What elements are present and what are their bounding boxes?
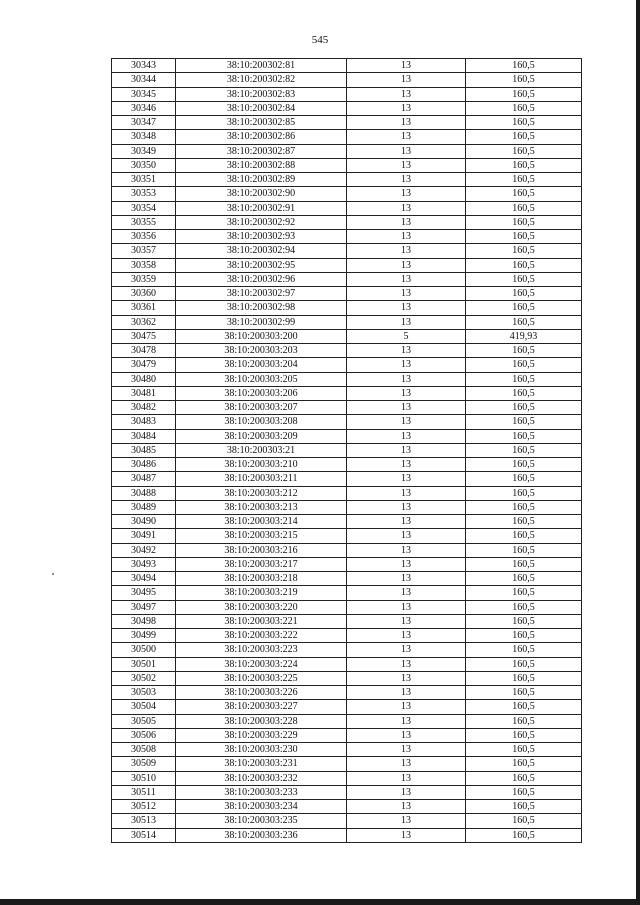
table-row: [112, 358, 582, 372]
table-row: [112, 415, 582, 429]
value-cell: 160,5: [466, 401, 582, 415]
cadastral-number-cell: 38:10:200303:21: [176, 443, 347, 457]
table-row: [112, 315, 582, 329]
table-row: [112, 130, 582, 144]
cadastral-number-cell: 38:10:200303:218: [176, 572, 347, 586]
cadastral-number-cell: 38:10:200302:84: [176, 101, 347, 115]
row-number-cell: 30495: [112, 586, 176, 600]
value-cell: 160,5: [466, 714, 582, 728]
value-cell: 160,5: [466, 657, 582, 671]
count-cell: 13: [347, 401, 466, 415]
count-cell: 5: [347, 329, 466, 343]
row-number-cell: 30512: [112, 800, 176, 814]
count-cell: 13: [347, 116, 466, 130]
value-cell: 160,5: [466, 358, 582, 372]
cadastral-number-cell: 38:10:200303:204: [176, 358, 347, 372]
cadastral-number-cell: 38:10:200303:233: [176, 785, 347, 799]
table-row: [112, 686, 582, 700]
table-row: [112, 529, 582, 543]
table-row: [112, 287, 582, 301]
cadastral-number-cell: 38:10:200303:212: [176, 486, 347, 500]
value-cell: 160,5: [466, 215, 582, 229]
table-row: [112, 329, 582, 343]
table-row: [112, 73, 582, 87]
table-row: [112, 728, 582, 742]
count-cell: 13: [347, 244, 466, 258]
row-number-cell: 30346: [112, 101, 176, 115]
table-row: [112, 557, 582, 571]
table-row: [112, 700, 582, 714]
count-cell: 13: [347, 372, 466, 386]
table-row: [112, 386, 582, 400]
value-cell: 160,5: [466, 557, 582, 571]
row-number-cell: 30347: [112, 116, 176, 130]
count-cell: 13: [347, 586, 466, 600]
row-number-cell: 30492: [112, 543, 176, 557]
row-number-cell: 30500: [112, 643, 176, 657]
table-row: [112, 201, 582, 215]
value-cell: 160,5: [466, 59, 582, 73]
value-cell: 160,5: [466, 272, 582, 286]
row-number-cell: 30351: [112, 173, 176, 187]
cadastral-number-cell: 38:10:200303:230: [176, 743, 347, 757]
row-number-cell: 30344: [112, 73, 176, 87]
value-cell: 160,5: [466, 372, 582, 386]
table-row: [112, 515, 582, 529]
cadastral-number-cell: 38:10:200303:224: [176, 657, 347, 671]
row-number-cell: 30360: [112, 287, 176, 301]
count-cell: 13: [347, 771, 466, 785]
row-number-cell: 30503: [112, 686, 176, 700]
table-row: [112, 500, 582, 514]
count-cell: 13: [347, 301, 466, 315]
cadastral-number-cell: 38:10:200303:222: [176, 629, 347, 643]
value-cell: 160,5: [466, 130, 582, 144]
value-cell: 160,5: [466, 800, 582, 814]
cadastral-number-cell: 38:10:200302:96: [176, 272, 347, 286]
count-cell: 13: [347, 800, 466, 814]
table-row: [112, 572, 582, 586]
value-cell: 160,5: [466, 572, 582, 586]
value-cell: 160,5: [466, 344, 582, 358]
count-cell: 13: [347, 201, 466, 215]
row-number-cell: 30493: [112, 557, 176, 571]
row-number-cell: 30481: [112, 386, 176, 400]
cadastral-number-cell: 38:10:200302:89: [176, 173, 347, 187]
table-row: [112, 187, 582, 201]
value-cell: 160,5: [466, 600, 582, 614]
row-number-cell: 30498: [112, 614, 176, 628]
count-cell: 13: [347, 472, 466, 486]
cadastral-number-cell: 38:10:200303:232: [176, 771, 347, 785]
value-cell: 160,5: [466, 472, 582, 486]
table-row: [112, 215, 582, 229]
row-number-cell: 30490: [112, 515, 176, 529]
table-row: [112, 586, 582, 600]
count-cell: 13: [347, 500, 466, 514]
cadastral-number-cell: 38:10:200303:206: [176, 386, 347, 400]
value-cell: 160,5: [466, 629, 582, 643]
row-number-cell: 30489: [112, 500, 176, 514]
value-cell: 419,93: [466, 329, 582, 343]
table-row: [112, 372, 582, 386]
row-number-cell: 30345: [112, 87, 176, 101]
table-row: [112, 116, 582, 130]
value-cell: 160,5: [466, 187, 582, 201]
table-row: [112, 771, 582, 785]
cadastral-number-cell: 38:10:200302:81: [176, 59, 347, 73]
count-cell: 13: [347, 529, 466, 543]
scan-speck: [52, 573, 54, 575]
row-number-cell: 30501: [112, 657, 176, 671]
table-row: [112, 429, 582, 443]
count-cell: 13: [347, 386, 466, 400]
count-cell: 13: [347, 59, 466, 73]
count-cell: 13: [347, 557, 466, 571]
count-cell: 13: [347, 287, 466, 301]
row-number-cell: 30354: [112, 201, 176, 215]
value-cell: 160,5: [466, 814, 582, 828]
count-cell: 13: [347, 728, 466, 742]
cadastral-number-cell: 38:10:200303:205: [176, 372, 347, 386]
cadastral-number-cell: 38:10:200302:91: [176, 201, 347, 215]
value-cell: 160,5: [466, 543, 582, 557]
count-cell: 13: [347, 515, 466, 529]
table-row: [112, 272, 582, 286]
value-cell: 160,5: [466, 443, 582, 457]
table-row: [112, 244, 582, 258]
cadastral-number-cell: 38:10:200303:200: [176, 329, 347, 343]
cadastral-number-cell: 38:10:200302:88: [176, 158, 347, 172]
row-number-cell: 30508: [112, 743, 176, 757]
parcel-table: [111, 58, 582, 843]
page-bottom-edge: [0, 899, 640, 905]
row-number-cell: 30504: [112, 700, 176, 714]
table-row: [112, 59, 582, 73]
value-cell: 160,5: [466, 158, 582, 172]
value-cell: 160,5: [466, 116, 582, 130]
row-number-cell: 30505: [112, 714, 176, 728]
value-cell: 160,5: [466, 686, 582, 700]
row-number-cell: 30494: [112, 572, 176, 586]
row-number-cell: 30353: [112, 187, 176, 201]
row-number-cell: 30350: [112, 158, 176, 172]
cadastral-number-cell: 38:10:200302:92: [176, 215, 347, 229]
row-number-cell: 30475: [112, 329, 176, 343]
value-cell: 160,5: [466, 757, 582, 771]
value-cell: 160,5: [466, 671, 582, 685]
count-cell: 13: [347, 458, 466, 472]
row-number-cell: 30491: [112, 529, 176, 543]
row-number-cell: 30506: [112, 728, 176, 742]
cadastral-number-cell: 38:10:200302:95: [176, 258, 347, 272]
count-cell: 13: [347, 173, 466, 187]
cadastral-number-cell: 38:10:200302:94: [176, 244, 347, 258]
page-right-edge: [636, 0, 640, 905]
table-row: [112, 643, 582, 657]
value-cell: 160,5: [466, 458, 582, 472]
value-cell: 160,5: [466, 144, 582, 158]
table-row: [112, 757, 582, 771]
cadastral-number-cell: 38:10:200302:87: [176, 144, 347, 158]
table-row: [112, 714, 582, 728]
row-number-cell: 30478: [112, 344, 176, 358]
row-number-cell: 30356: [112, 230, 176, 244]
table-row: [112, 158, 582, 172]
value-cell: 160,5: [466, 258, 582, 272]
row-number-cell: 30361: [112, 301, 176, 315]
value-cell: 160,5: [466, 429, 582, 443]
cadastral-number-cell: 38:10:200302:99: [176, 315, 347, 329]
count-cell: 13: [347, 486, 466, 500]
value-cell: 160,5: [466, 287, 582, 301]
count-cell: 13: [347, 101, 466, 115]
row-number-cell: 30343: [112, 59, 176, 73]
count-cell: 13: [347, 215, 466, 229]
row-number-cell: 30488: [112, 486, 176, 500]
table-row: [112, 101, 582, 115]
parcel-table-body: [112, 59, 582, 843]
value-cell: 160,5: [466, 529, 582, 543]
cadastral-number-cell: 38:10:200303:235: [176, 814, 347, 828]
table-row: [112, 600, 582, 614]
cadastral-number-cell: 38:10:200303:223: [176, 643, 347, 657]
table-row: [112, 401, 582, 415]
cadastral-number-cell: 38:10:200302:83: [176, 87, 347, 101]
row-number-cell: 30485: [112, 443, 176, 457]
table-row: [112, 144, 582, 158]
count-cell: 13: [347, 629, 466, 643]
cadastral-number-cell: 38:10:200303:203: [176, 344, 347, 358]
count-cell: 13: [347, 743, 466, 757]
table-row: [112, 814, 582, 828]
cadastral-number-cell: 38:10:200303:231: [176, 757, 347, 771]
table-row: [112, 629, 582, 643]
table-row: [112, 657, 582, 671]
cadastral-number-cell: 38:10:200303:213: [176, 500, 347, 514]
count-cell: 13: [347, 429, 466, 443]
row-number-cell: 30357: [112, 244, 176, 258]
count-cell: 13: [347, 600, 466, 614]
table-row: [112, 472, 582, 486]
cadastral-number-cell: 38:10:200303:234: [176, 800, 347, 814]
row-number-cell: 30480: [112, 372, 176, 386]
row-number-cell: 30349: [112, 144, 176, 158]
row-number-cell: 30359: [112, 272, 176, 286]
count-cell: 13: [347, 814, 466, 828]
value-cell: 160,5: [466, 386, 582, 400]
count-cell: 13: [347, 614, 466, 628]
count-cell: 13: [347, 572, 466, 586]
cadastral-number-cell: 38:10:200302:98: [176, 301, 347, 315]
value-cell: 160,5: [466, 728, 582, 742]
row-number-cell: 30510: [112, 771, 176, 785]
row-number-cell: 30487: [112, 472, 176, 486]
row-number-cell: 30482: [112, 401, 176, 415]
value-cell: 160,5: [466, 614, 582, 628]
row-number-cell: 30483: [112, 415, 176, 429]
row-number-cell: 30348: [112, 130, 176, 144]
value-cell: 160,5: [466, 73, 582, 87]
count-cell: 13: [347, 315, 466, 329]
table-row: [112, 173, 582, 187]
value-cell: 160,5: [466, 785, 582, 799]
count-cell: 13: [347, 358, 466, 372]
cadastral-number-cell: 38:10:200303:211: [176, 472, 347, 486]
cadastral-number-cell: 38:10:200303:219: [176, 586, 347, 600]
value-cell: 160,5: [466, 230, 582, 244]
value-cell: 160,5: [466, 173, 582, 187]
count-cell: 13: [347, 785, 466, 799]
row-number-cell: 30509: [112, 757, 176, 771]
row-number-cell: 30484: [112, 429, 176, 443]
value-cell: 160,5: [466, 87, 582, 101]
table-row: [112, 230, 582, 244]
cadastral-number-cell: 38:10:200303:229: [176, 728, 347, 742]
row-number-cell: 30358: [112, 258, 176, 272]
cadastral-number-cell: 38:10:200303:208: [176, 415, 347, 429]
value-cell: 160,5: [466, 743, 582, 757]
count-cell: 13: [347, 828, 466, 842]
value-cell: 160,5: [466, 828, 582, 842]
count-cell: 13: [347, 443, 466, 457]
count-cell: 13: [347, 258, 466, 272]
cadastral-number-cell: 38:10:200303:215: [176, 529, 347, 543]
cadastral-number-cell: 38:10:200303:236: [176, 828, 347, 842]
row-number-cell: 30479: [112, 358, 176, 372]
count-cell: 13: [347, 657, 466, 671]
table-row: [112, 743, 582, 757]
row-number-cell: 30486: [112, 458, 176, 472]
value-cell: 160,5: [466, 500, 582, 514]
table-row: [112, 443, 582, 457]
count-cell: 13: [347, 714, 466, 728]
count-cell: 13: [347, 344, 466, 358]
page-number: 545: [311, 34, 329, 46]
cadastral-number-cell: 38:10:200302:90: [176, 187, 347, 201]
table-row: [112, 828, 582, 842]
count-cell: 13: [347, 415, 466, 429]
count-cell: 13: [347, 187, 466, 201]
row-number-cell: 30355: [112, 215, 176, 229]
value-cell: 160,5: [466, 301, 582, 315]
row-number-cell: 30499: [112, 629, 176, 643]
table-row: [112, 543, 582, 557]
value-cell: 160,5: [466, 201, 582, 215]
value-cell: 160,5: [466, 244, 582, 258]
cadastral-number-cell: 38:10:200303:227: [176, 700, 347, 714]
count-cell: 13: [347, 543, 466, 557]
value-cell: 160,5: [466, 315, 582, 329]
row-number-cell: 30513: [112, 814, 176, 828]
table-row: [112, 671, 582, 685]
cadastral-number-cell: 38:10:200303:216: [176, 543, 347, 557]
cadastral-number-cell: 38:10:200303:225: [176, 671, 347, 685]
row-number-cell: 30362: [112, 315, 176, 329]
table-row: [112, 800, 582, 814]
cadastral-number-cell: 38:10:200303:209: [176, 429, 347, 443]
table-row: [112, 458, 582, 472]
cadastral-number-cell: 38:10:200302:82: [176, 73, 347, 87]
count-cell: 13: [347, 700, 466, 714]
count-cell: 13: [347, 686, 466, 700]
count-cell: 13: [347, 643, 466, 657]
cadastral-number-cell: 38:10:200303:214: [176, 515, 347, 529]
cadastral-number-cell: 38:10:200303:207: [176, 401, 347, 415]
row-number-cell: 30502: [112, 671, 176, 685]
count-cell: 13: [347, 158, 466, 172]
cadastral-number-cell: 38:10:200303:226: [176, 686, 347, 700]
count-cell: 13: [347, 130, 466, 144]
value-cell: 160,5: [466, 486, 582, 500]
row-number-cell: 30497: [112, 600, 176, 614]
table-row: [112, 258, 582, 272]
cadastral-number-cell: 38:10:200302:97: [176, 287, 347, 301]
table-row: [112, 785, 582, 799]
count-cell: 13: [347, 671, 466, 685]
count-cell: 13: [347, 230, 466, 244]
row-number-cell: 30511: [112, 785, 176, 799]
value-cell: 160,5: [466, 643, 582, 657]
cadastral-number-cell: 38:10:200302:86: [176, 130, 347, 144]
count-cell: 13: [347, 272, 466, 286]
table-row: [112, 614, 582, 628]
cadastral-number-cell: 38:10:200302:93: [176, 230, 347, 244]
cadastral-number-cell: 38:10:200303:220: [176, 600, 347, 614]
count-cell: 13: [347, 757, 466, 771]
table-row: [112, 87, 582, 101]
count-cell: 13: [347, 87, 466, 101]
value-cell: 160,5: [466, 771, 582, 785]
cadastral-number-cell: 38:10:200303:228: [176, 714, 347, 728]
value-cell: 160,5: [466, 586, 582, 600]
value-cell: 160,5: [466, 515, 582, 529]
value-cell: 160,5: [466, 415, 582, 429]
cadastral-number-cell: 38:10:200303:217: [176, 557, 347, 571]
count-cell: 13: [347, 73, 466, 87]
cadastral-number-cell: 38:10:200303:221: [176, 614, 347, 628]
table-row: [112, 486, 582, 500]
value-cell: 160,5: [466, 700, 582, 714]
cadastral-number-cell: 38:10:200303:210: [176, 458, 347, 472]
table-row: [112, 344, 582, 358]
table-row: [112, 301, 582, 315]
value-cell: 160,5: [466, 101, 582, 115]
cadastral-number-cell: 38:10:200302:85: [176, 116, 347, 130]
count-cell: 13: [347, 144, 466, 158]
row-number-cell: 30514: [112, 828, 176, 842]
